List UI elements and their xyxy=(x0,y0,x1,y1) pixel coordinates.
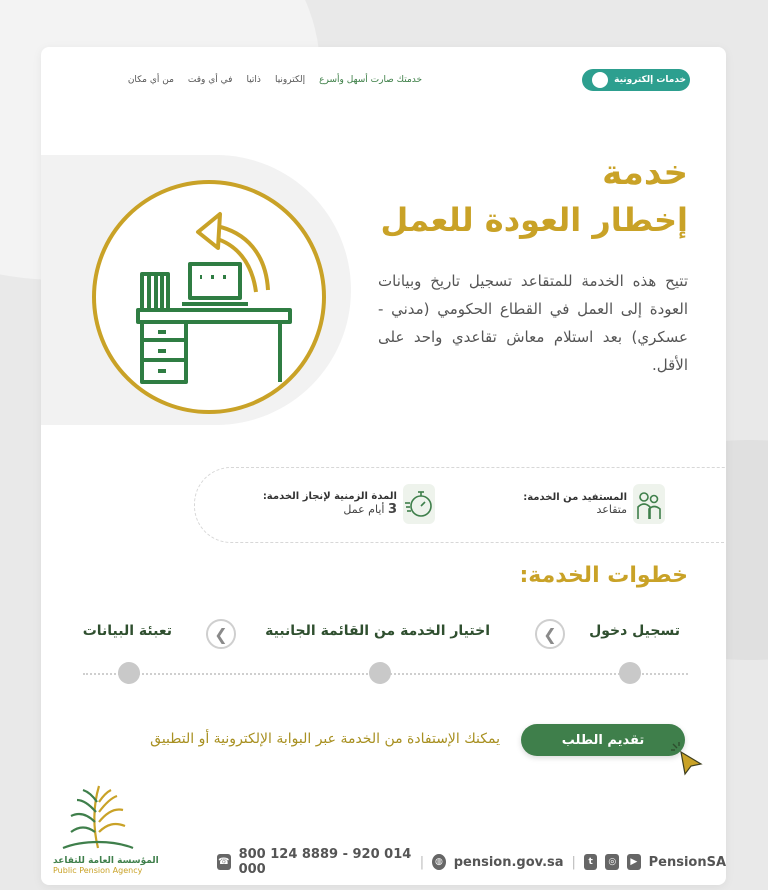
steps-title: خطوات الخدمة: xyxy=(519,563,688,588)
tagline-item: إلكترونيا xyxy=(274,75,306,85)
org-name-ar: المؤسسة العامة للتقاعد xyxy=(53,856,159,866)
step-dot xyxy=(369,662,391,684)
service-info-bar xyxy=(194,467,726,543)
hero-illustration xyxy=(92,180,326,414)
e-services-toggle-label: خدمات إلكترونية xyxy=(614,75,686,85)
cta-note: يمكنك الإستفادة من الخدمة عبر البوابة الإلكترونية أو التطبيق xyxy=(150,731,500,747)
org-name-en: Public Pension Agency xyxy=(53,866,143,875)
step-login: تسجيل دخول xyxy=(589,623,680,639)
website-link[interactable]: pension.gov.sa xyxy=(453,854,564,870)
palm-leaf-logo-icon xyxy=(53,782,143,852)
twitter-icon[interactable]: t xyxy=(584,854,598,870)
tagline-item: خدمتك صارت أسهل وأسرع xyxy=(319,75,423,85)
divider: | xyxy=(419,854,425,870)
service-card xyxy=(41,47,726,885)
beneficiary-value: متقاعد xyxy=(596,503,627,516)
step-dot xyxy=(619,662,641,684)
cursor-arrow-icon xyxy=(671,742,705,776)
chevron-left-icon: ❮ xyxy=(535,619,565,649)
step-select-service: اختيار الخدمة من القائمة الجانبية xyxy=(265,623,490,639)
tagline-item: في أي وقت xyxy=(187,75,233,85)
top-nav xyxy=(79,71,690,89)
hero-title: خدمة xyxy=(602,153,688,193)
footer-contacts xyxy=(217,847,726,877)
submit-request-button[interactable]: تقديم الطلب xyxy=(521,724,685,756)
duration-value xyxy=(263,502,397,517)
instagram-icon[interactable]: ◎ xyxy=(605,854,619,870)
phone-numbers[interactable]: 800 124 8889 - 920 014 000 xyxy=(238,847,412,877)
stopwatch-icon xyxy=(403,484,435,524)
org-logo xyxy=(53,782,173,875)
step-fill-data: تعبئة البيانات xyxy=(82,623,172,639)
e-services-toggle[interactable] xyxy=(582,69,690,91)
duration-number: 3 xyxy=(387,502,397,517)
hero-description: تتيح هذه الخدمة للمتقاعد تسجيل تاريخ وبيانات العودة إلى العمل في القطاع الحكومي (مدني - عسكري) بعد استلام معاش تقاعدي واحد على الأقل. xyxy=(378,272,688,374)
beneficiary-info xyxy=(523,484,665,524)
tagline-links xyxy=(128,75,422,85)
phone-icon: ☎ xyxy=(217,854,231,870)
duration-unit: أيام عمل xyxy=(343,503,385,516)
step-dot xyxy=(118,662,140,684)
social-handle[interactable]: PensionSA xyxy=(648,854,726,870)
globe-icon: ◍ xyxy=(432,854,446,870)
beneficiary-label: المستفيد من الخدمة: xyxy=(523,492,627,503)
duration-label: المدة الزمنية لإنجاز الخدمة: xyxy=(262,491,397,502)
youtube-icon[interactable]: ▶ xyxy=(627,854,641,870)
toggle-knob xyxy=(592,72,608,88)
chevron-left-icon: ❮ xyxy=(206,619,236,649)
hero-subtitle: إخطار العودة للعمل xyxy=(380,201,688,239)
tagline-item: ذاتيا xyxy=(246,75,261,85)
divider: | xyxy=(571,854,576,870)
people-icon xyxy=(633,484,665,524)
desk-return-icon xyxy=(96,184,322,410)
duration-info xyxy=(263,484,435,524)
tagline-item: من أي مكان xyxy=(127,75,174,85)
